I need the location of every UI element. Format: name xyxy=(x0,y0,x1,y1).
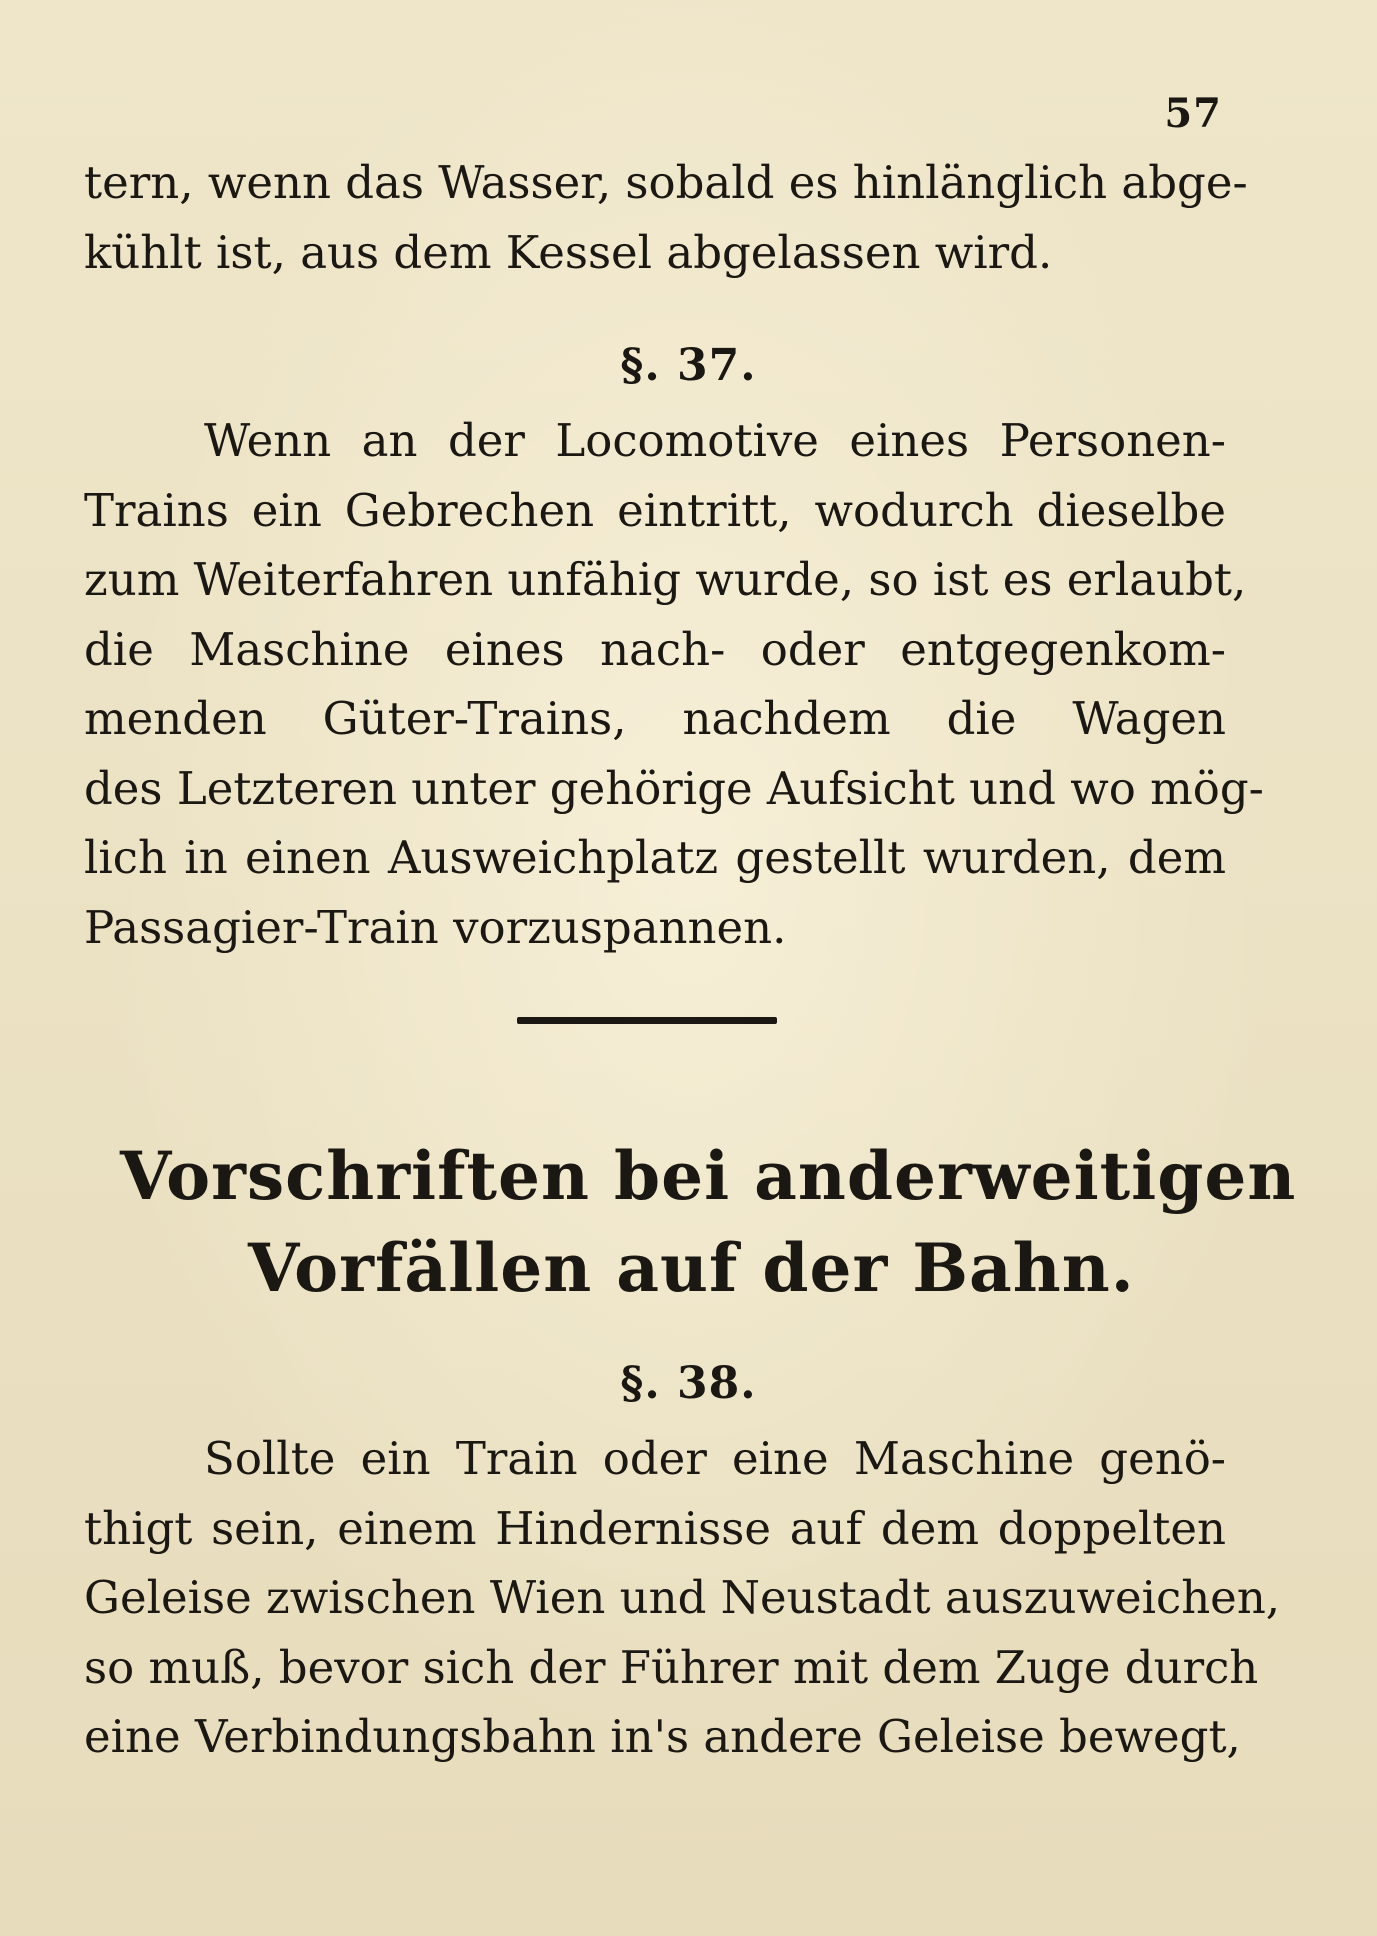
heading-line: Vorfällen auf der Bahn. xyxy=(248,1229,1135,1307)
text-line: Trains ein Gebrechen eintritt, wodurch dieselbe xyxy=(84,483,1226,537)
section-37-mark: §. 37. xyxy=(620,340,757,391)
section-divider xyxy=(517,1017,777,1024)
page-number: 57 xyxy=(1164,90,1222,137)
text-line: zum Weiterfahren unfähig wurde, so ist es erlaubt, xyxy=(84,553,1247,606)
text-line: kühlt ist, aus dem Kessel abgelassen wird. xyxy=(84,225,1053,279)
text-line: thigt sein, einem Hindernisse auf dem doppelten xyxy=(84,1501,1226,1555)
text-line: eine Verbindungsbahn in's andere Geleise bewegt, xyxy=(84,1710,1241,1763)
section-38-mark: §. 38. xyxy=(620,1358,757,1409)
text-line: Passagier-Train vorzuspannen. xyxy=(84,900,787,954)
section-38-paragraph xyxy=(84,1424,1281,1772)
text-line: Geleise zwischen Wien und Neustadt auszuweichen, xyxy=(84,1571,1281,1624)
text-line: so muß, bevor sich der Führer mit dem Zuge durch xyxy=(84,1640,1259,1694)
text-line: die Maschine eines nach- oder entgegenkom- xyxy=(84,622,1226,676)
text-line: Sollte ein Train oder eine Maschine genö- xyxy=(204,1432,1226,1485)
text-line: Wenn an der Locomotive eines Personen- xyxy=(204,414,1226,467)
text-line: menden Güter-Trains, nachdem die Wagen xyxy=(84,692,1226,745)
chapter-heading xyxy=(120,1130,1297,1314)
heading-line: Vorschriften bei anderweitigen xyxy=(120,1137,1297,1215)
text-line: lich in einen Ausweichplatz gestellt wurden, dem xyxy=(84,831,1226,884)
paragraph-continuation xyxy=(84,148,1248,287)
text-line: tern, wenn das Wasser, sobald es hinlänglich abge- xyxy=(84,156,1248,209)
text-line: des Letzteren unter gehörige Aufsicht und wo mög- xyxy=(84,761,1264,815)
section-37-paragraph xyxy=(84,406,1264,962)
